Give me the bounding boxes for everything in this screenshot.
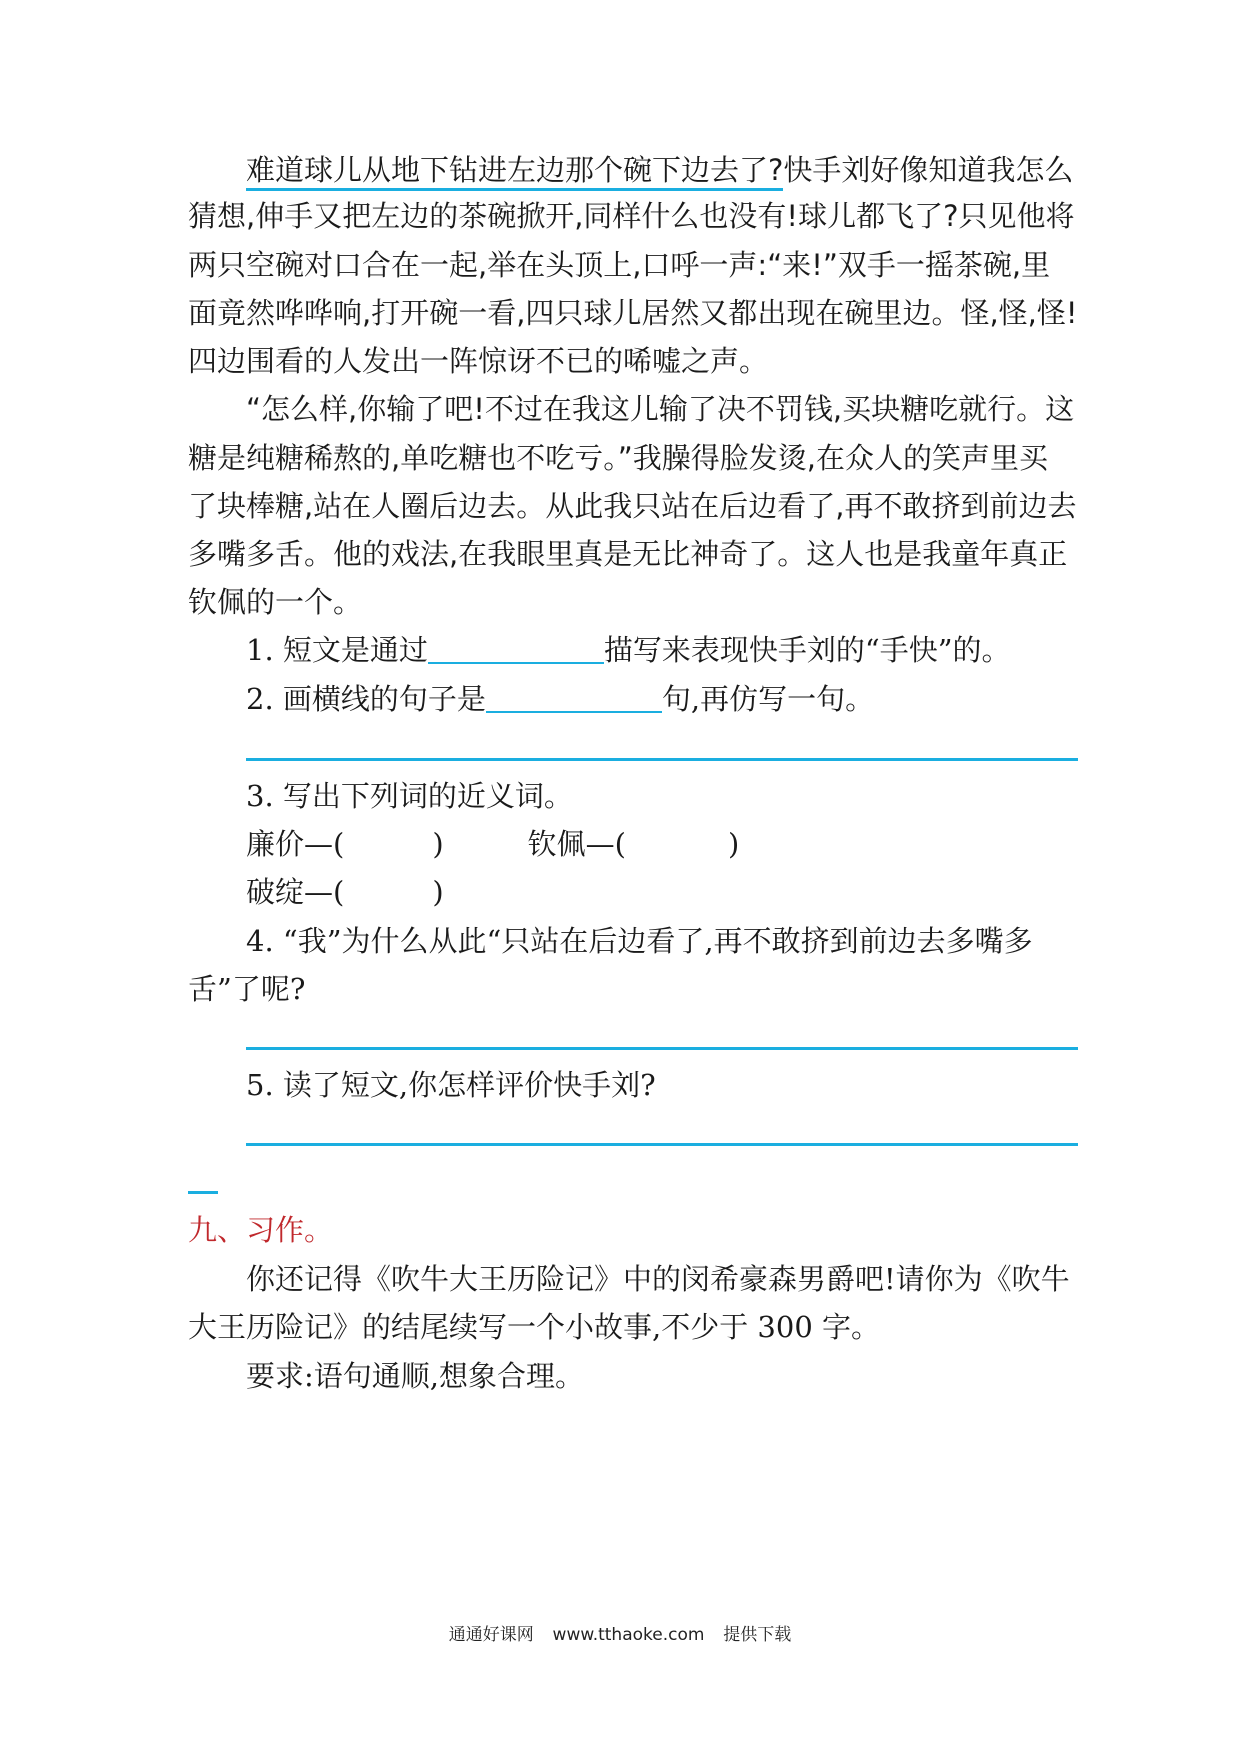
synonym-row: 破绽—( )	[246, 875, 444, 909]
footer-url[interactable]: www.tthaoke.com	[552, 1625, 705, 1645]
underlined-sentence: 难道球儿从地下钻进左边那个碗下边去了?	[246, 153, 783, 191]
section-9-requirement: 要求:语句通顺,想象合理。	[246, 1359, 584, 1393]
answer-line[interactable]	[246, 1143, 1078, 1146]
passage-line: 面竟然哗哗响,打开碗一看,四只球儿居然又都出现在碗里边。怪,怪,怪!	[188, 296, 1078, 330]
passage-line: “怎么样,你输了吧!不过在我这儿输了决不罚钱,买块糖吃就行。这	[246, 392, 1075, 426]
question-4: 4. “我”为什么从此“只站在后边看了,再不敢挤到前边去多嘴多	[246, 924, 1033, 958]
question-5: 5. 读了短文,你怎样评价快手刘?	[246, 1068, 656, 1102]
section-9-title: 九、习作。	[188, 1213, 334, 1247]
footer-site-name: 通通好课网	[448, 1625, 534, 1645]
passage-line: 了块棒糖,站在人圈后边去。从此我只站在后边看了,再不敢挤到前边去	[188, 489, 1077, 523]
page-footer	[0, 1620, 1240, 1645]
section-9-body: 大王历险记》的结尾续写一个小故事,不少于 300 字。	[188, 1310, 881, 1344]
passage-line: 钦佩的一个。	[188, 585, 363, 619]
passage-line: 两只空碗对口合在一起,举在头顶上,口呼一声:“来!”双手一摇茶碗,里	[188, 248, 1051, 282]
section-divider	[188, 1191, 218, 1194]
question-3: 3. 写出下列词的近义词。	[246, 779, 573, 813]
answer-blank[interactable]	[428, 632, 604, 664]
question-1: 1. 短文是通过 描写来表现快手刘的“手快”的。	[246, 633, 1011, 667]
synonym-row: 廉价—( ) 钦佩—( )	[246, 827, 740, 861]
question-2: 2. 画横线的句子是 句,再仿写一句。	[246, 682, 875, 716]
passage-line: 糖是纯糖稀熬的,单吃糖也不吃亏。”我臊得脸发烫,在众人的笑声里买	[188, 441, 1048, 475]
question-4-cont: 舌”了呢?	[188, 972, 306, 1006]
section-9-body: 你还记得《吹牛大王历险记》中的闵希豪森男爵吧!请你为《吹牛	[246, 1262, 1070, 1296]
passage-line: 四边围看的人发出一阵惊讶不已的唏嘘之声。	[188, 344, 769, 378]
answer-line[interactable]	[246, 1047, 1078, 1050]
footer-suffix: 提供下载	[723, 1625, 792, 1645]
passage-line: 多嘴多舌。他的戏法,在我眼里真是无比神奇了。这人也是我童年真正	[188, 537, 1068, 571]
answer-line[interactable]	[246, 758, 1078, 761]
passage-line	[246, 150, 1136, 190]
passage-text: 快手刘好像知道我怎么	[783, 153, 1074, 187]
passage-line: 猜想,伸手又把左边的茶碗掀开,同样什么也没有!球儿都飞了?只见他将	[188, 199, 1075, 233]
answer-blank[interactable]	[486, 681, 662, 713]
